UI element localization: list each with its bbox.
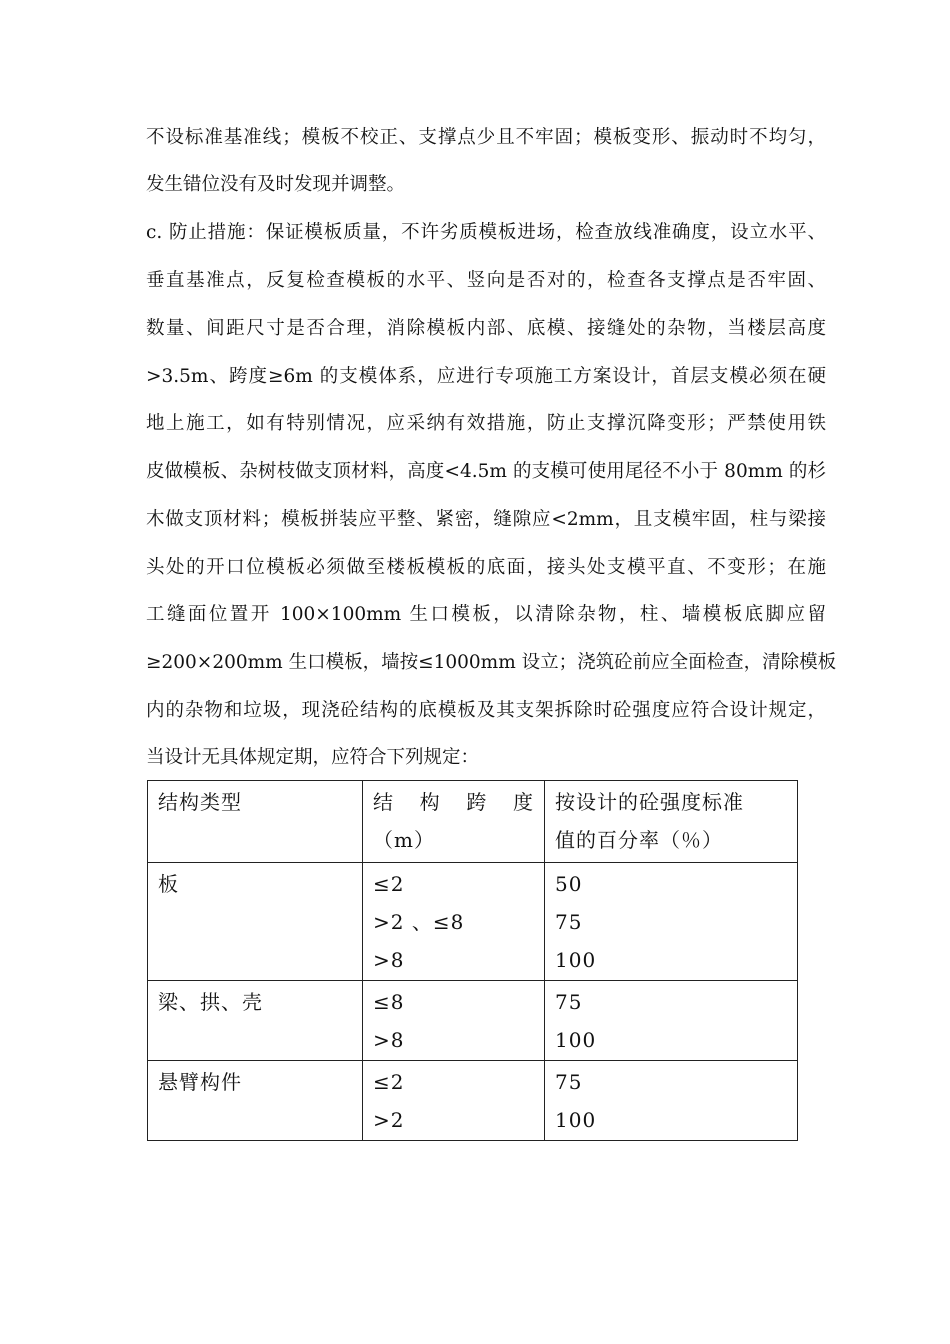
body-line-7: 地上施工，如有特别情况，应采纳有效措施，防止支撑沉降变形；严禁使用铁 xyxy=(146,413,826,434)
header-percent-label-line1: 按设计的砼强度标准 xyxy=(555,790,744,814)
span-value: >2 、≤8 xyxy=(373,910,465,934)
percent-cell xyxy=(545,1061,798,1141)
table-row xyxy=(148,1061,798,1141)
body-line-12: ≥200×200mm 生口模板，墙按≤1000mm 设立；浇筑砼前应全面检查，清除模板 xyxy=(146,652,837,673)
table-row xyxy=(148,981,798,1061)
span-cell xyxy=(363,1061,545,1141)
header-cell-span xyxy=(363,781,545,863)
type-cell xyxy=(148,1061,363,1141)
type-cell xyxy=(148,981,363,1061)
body-line-13: 内的杂物和垃圾，现浇砼结构的底模板及其支架拆除时砼强度应符合设计规定， xyxy=(146,700,826,721)
span-value: >2 xyxy=(373,1108,405,1132)
percent-value: 100 xyxy=(555,948,597,972)
percent-value: 100 xyxy=(555,1028,597,1052)
type-cell xyxy=(148,863,363,981)
span-value: ≤2 xyxy=(373,872,405,896)
body-line-4: 垂直基准点，反复检查模板的水平、竖向是否对的，检查各支撑点是否牢固、 xyxy=(146,270,826,291)
body-line-2: 发生错位没有及时发现并调整。 xyxy=(146,174,406,195)
percent-cell xyxy=(545,981,798,1061)
header-span-label-line2: （m） xyxy=(373,828,435,852)
span-cell xyxy=(363,863,545,981)
percent-value: 75 xyxy=(555,910,583,934)
percent-value: 100 xyxy=(555,1108,597,1132)
span-cell xyxy=(363,981,545,1061)
type-label: 板 xyxy=(158,872,179,896)
percent-value: 75 xyxy=(555,990,583,1014)
body-line-11: 工缝面位置开 100×100mm 生口模板，以清除杂物，柱、墙模板底脚应留 xyxy=(146,604,826,625)
span-value: >8 xyxy=(373,1028,405,1052)
header-type-label: 结构类型 xyxy=(158,790,242,814)
body-line-1: 不设标准基准线；模板不校正、支撑点少且不牢固；模板变形、振动时不均匀， xyxy=(146,127,826,148)
header-span-char: 度 xyxy=(512,790,534,814)
body-line-8: 皮做模板、杂树枝做支顶材料，高度<4.5m 的支模可使用尾径不小于 80mm 的杉 xyxy=(146,461,826,482)
body-line-3: c. 防止措施：保证模板质量，不许劣质模板进场，检查放线准确度，设立水平、 xyxy=(146,222,826,243)
span-value: ≤2 xyxy=(373,1070,405,1094)
percent-value: 50 xyxy=(555,872,583,896)
body-line-5: 数量、间距尺寸是否合理，消除模板内部、底模、接缝处的杂物，当楼层高度 xyxy=(146,318,826,339)
header-span-char: 构 xyxy=(419,790,441,814)
body-line-10: 头处的开口位模板必须做至楼板模板的底面，接头处支模平直、不变形；在施 xyxy=(146,557,826,578)
body-line-6: >3.5m、跨度≥6m 的支模体系，应进行专项施工方案设计，首层支模必须在硬 xyxy=(146,366,826,387)
header-span-char: 结 xyxy=(373,790,394,814)
percent-value: 75 xyxy=(555,1070,583,1094)
header-percent-label-line2: 值的百分率（％） xyxy=(555,828,723,852)
span-value: ≤8 xyxy=(373,990,405,1014)
body-line-14: 当设计无具体规定期，应符合下列规定： xyxy=(146,747,480,768)
concrete-strength-table xyxy=(147,780,798,1141)
table-header-row xyxy=(148,781,798,863)
span-value: >8 xyxy=(373,948,405,972)
type-label: 悬臂构件 xyxy=(158,1070,242,1094)
body-line-9: 木做支顶材料；模板拼装应平整、紧密，缝隙应<2mm，且支模牢固，柱与梁接 xyxy=(146,509,826,530)
header-cell-percent xyxy=(545,781,798,863)
header-span-label-line1 xyxy=(373,783,536,821)
header-span-char: 跨 xyxy=(466,790,488,814)
header-cell-type xyxy=(148,781,363,863)
percent-cell xyxy=(545,863,798,981)
table-row xyxy=(148,863,798,981)
type-label: 梁、拱、壳 xyxy=(158,990,263,1014)
